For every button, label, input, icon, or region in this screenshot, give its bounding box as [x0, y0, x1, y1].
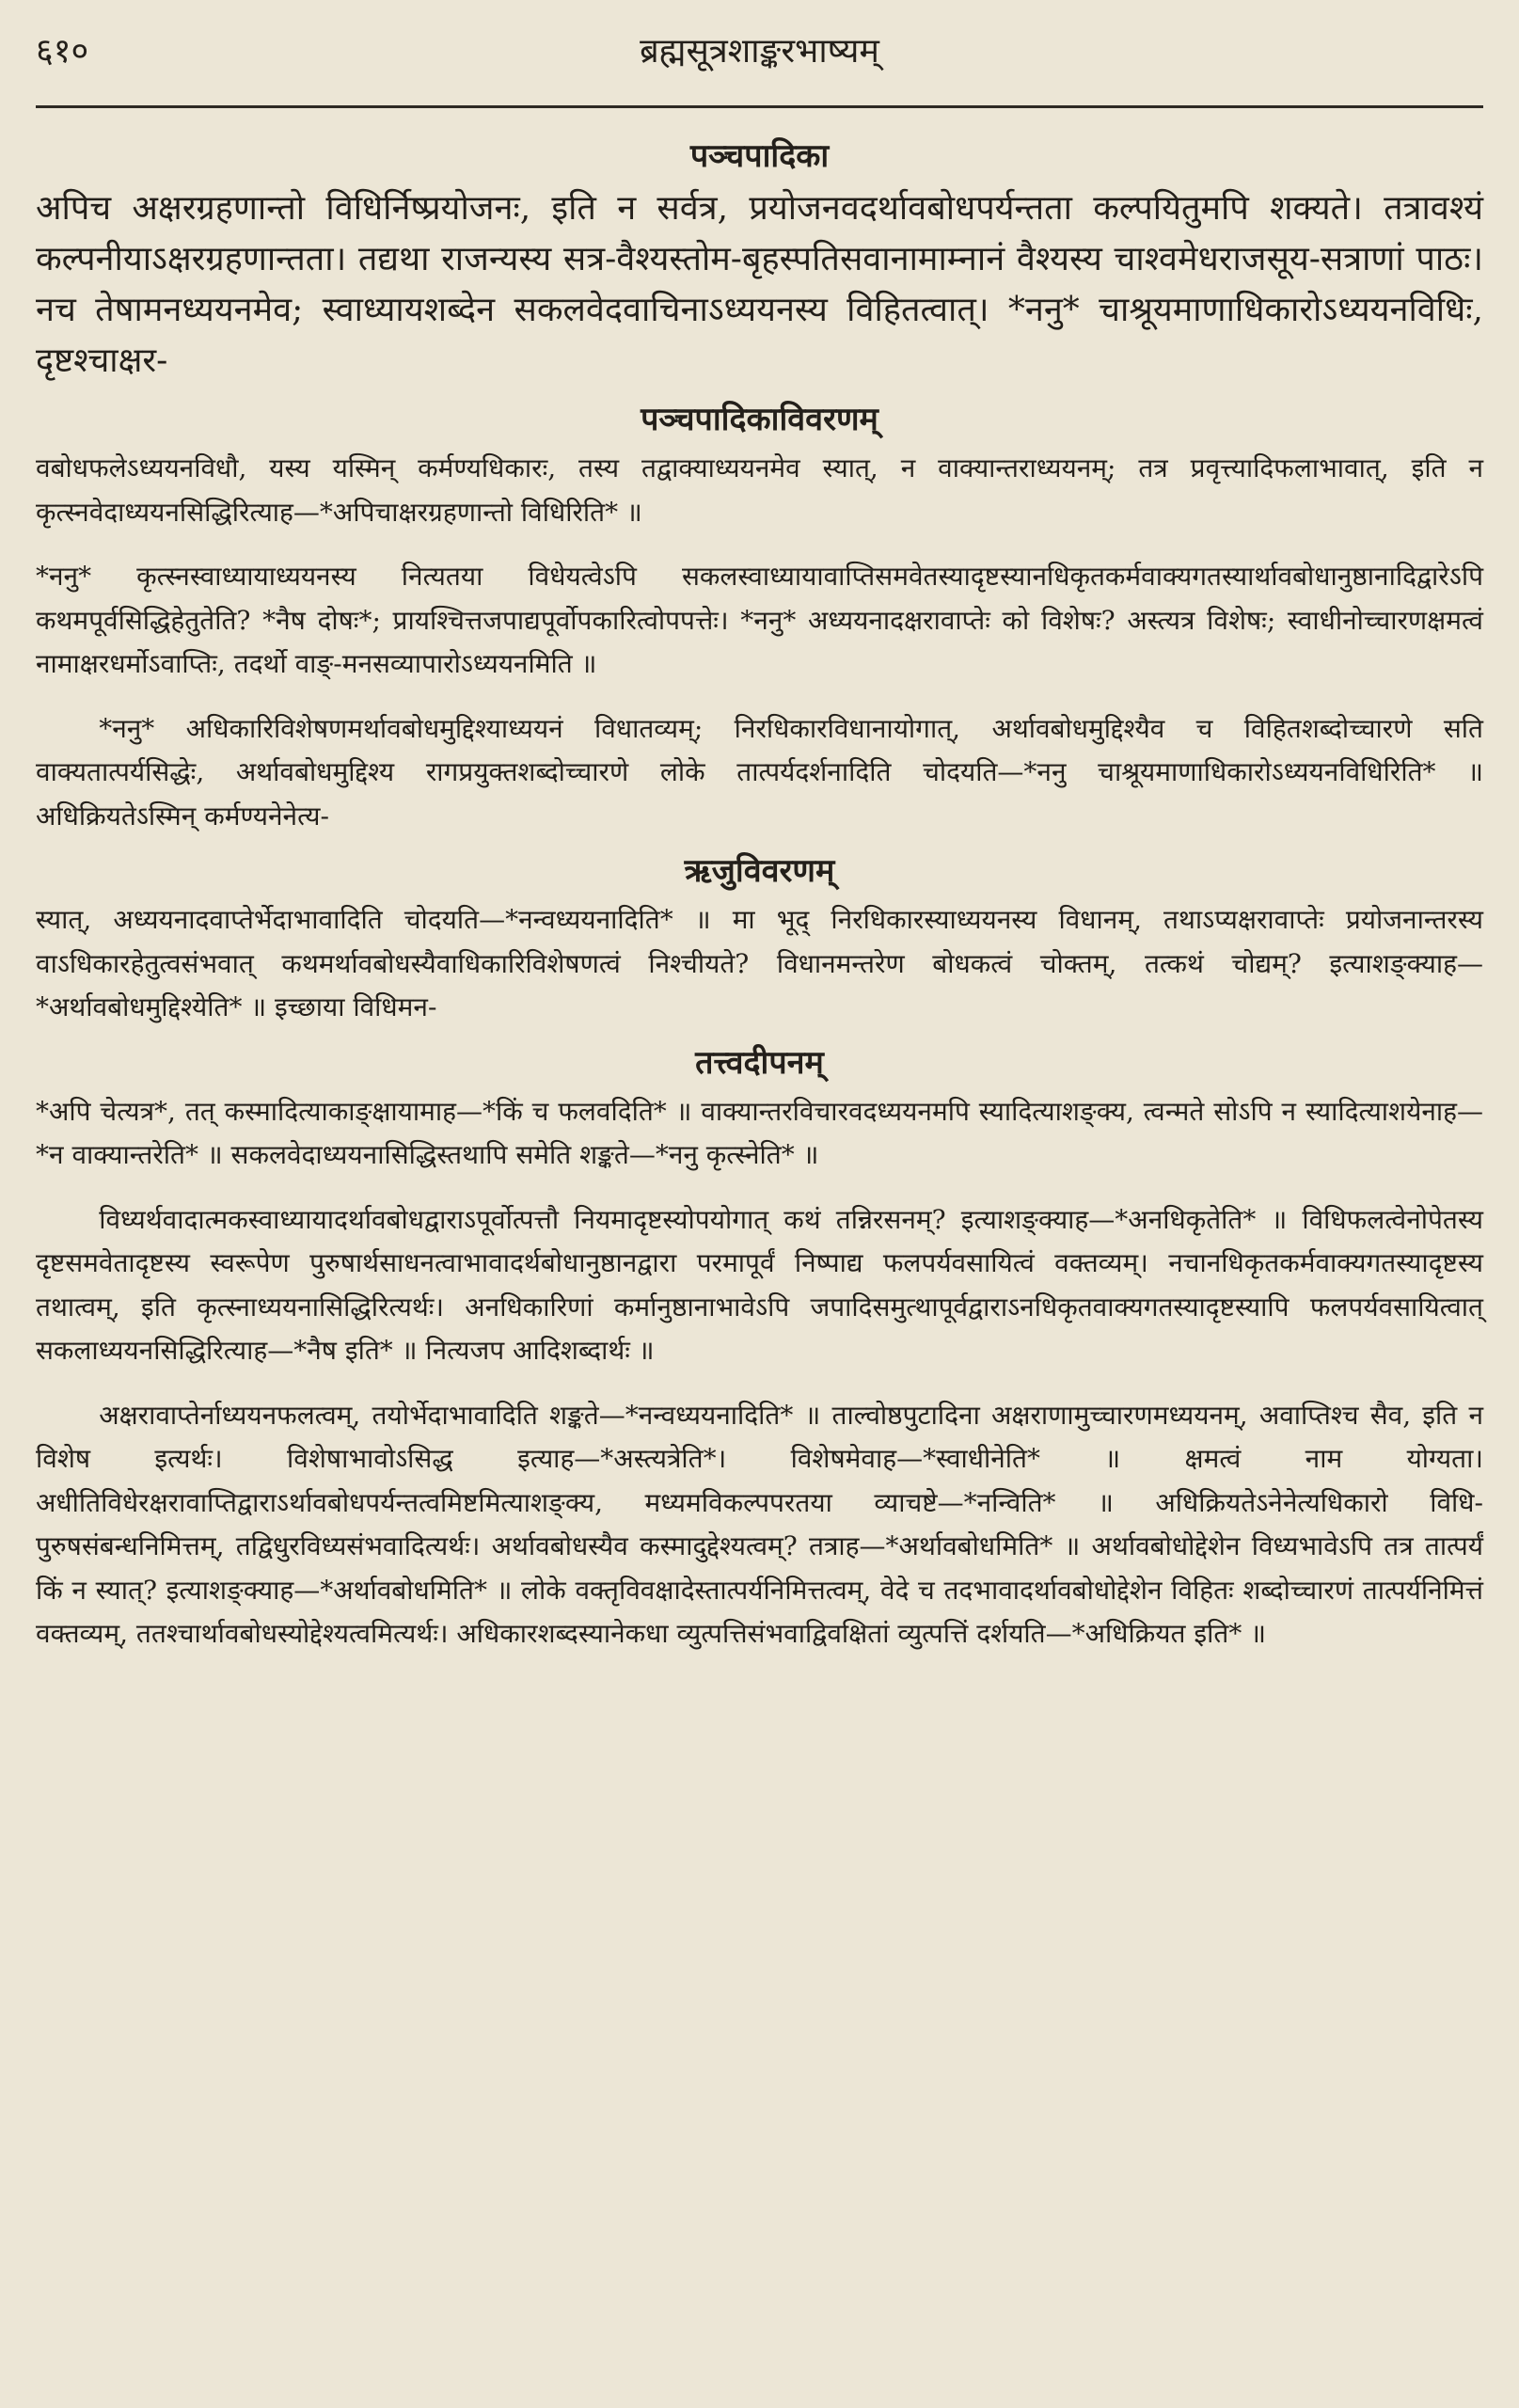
- panchapadika-text: [36, 183, 1483, 387]
- tattvadipanam-paragraph: अक्षरावाप्तेर्नाध्ययनफलत्वम्, तयोर्भेदाभावादिति शङ्कते—*नन्वध्ययनादिति* ॥ ताल्वोष्ठपुटादिना अक्षराणामुच्चारणमध्ययनम्, अवाप्तिश्च सैव, इति न विशेष इत्यर्थः। विशेषाभावोऽसिद्ध इत्याह—*अस्त्यत्रेति*। विशेषमेवाह—*स्वाधीनेति* ॥ क्षमत्वं नाम योग्यता। अधीतिविधेरक्षरावाप्तिद्वाराऽर्थावबोधपर्यन्तत्वमिष्टमित्याशङ्क्य, मध्यमविकल्पपरतया व्याचष्टे—*नन्विति* ॥ अधिक्रियतेऽनेनेत्यधिकारो विधि-पुरुषसंबन्धनिमित्तम्, तद्विधुरविध्यसंभवादित्यर्थः। अर्थावबोधस्यैव कस्मादुद्देश्यत्वम्? तत्राह—*अर्थावबोधमिति* ॥ अर्थावबोधोद्देशेन विध्यभावेऽपि तत्र तात्पर्यं किं न स्यात्? इत्याशङ्क्याह—*अर्थावबोधमिति* ॥ लोके वक्तृविवक्षादेस्तात्पर्यनिमित्तत्वम्, वेदे च तदभावादर्थावबोधोद्देशेन विहितः शब्दोच्चारणं तात्पर्यनिमित्तं वक्तव्यम्, ततश्चार्थावबोधस्योद्देश्यत्वमित्यर्थः। अधिकारशब्दस्यानेकधा व्युत्पत्तिसंभवाद्विवक्षितां व्युत्पत्तिं दर्शयति—*अधिक्रियत इति* ॥: [36, 1399, 1483, 1649]
- heading-tattvadipanam: तत्त्वदीपनम्: [695, 1043, 824, 1082]
- vivaranam-text: [36, 447, 1483, 838]
- vivaranam-paragraph: *ननु* कृत्स्नस्वाध्यायाध्ययनस्य नित्यतया विधेयत्वेऽपि सकलस्वाध्यायावाप्तिसमवेतस्यादृष्टस्यानधिकृतकर्मवाक्यगतस्यार्थावबोधानुष्ठानादिद्वारेऽपि कथमपूर्वसिद्धिहेतुतेति? *नैष दोषः*; प्रायश्चित्तजपाद्यपूर्वोपकारित्वोपपत्तेः। *ननु* अध्ययनादक्षरावाप्तेः को विशेषः? अस्त्यत्र विशेषः; स्वाधीनोच्चारणक्षमत्वं नामाक्षरधर्मोऽवाप्तिः, तदर्थो वाङ्-मनसव्यापारोऽध्ययनमिति ॥: [36, 561, 1483, 679]
- rjuvivaranam-text: [36, 898, 1483, 1030]
- tattvadipanam-text: [36, 1090, 1483, 1656]
- heading-panchapadika: पञ्चपादिका: [689, 137, 830, 175]
- vivaranam-paragraph: *ननु* अधिकारिविशेषणमर्थावबोधमुद्दिश्याध्ययनं विधातव्यम्; निरधिकारविधानायोगात्, अर्थावबोधमुद्दिश्यैव च विहितशब्दोच्चारणे सति वाक्यतात्पर्यसिद्धेः, अर्थावबोधमुद्दिश्य रागप्रयुक्तशब्दोच्चारणे लोके तात्पर्यदर्शनादिति चोदयति—*ननु चाश्रूयमाणाधिकारोऽध्ययनविधिरिति* ॥ अधिक्रियतेऽस्मिन् कर्मण्यनेनेत्य-: [36, 712, 1483, 832]
- heading-vivaranam: पञ्चपादिकाविवरणम्: [641, 401, 878, 438]
- page-number: ६१०: [36, 32, 89, 71]
- tattvadipanam-paragraph: *अपि चेत्यत्र*, तत् कस्मादित्याकाङ्क्षायामाह—*किं च फलवदिति* ॥ वाक्यान्तरविचारवदध्ययनमपि स्यादित्याशङ्क्य, त्वन्मते सोऽपि न स्यादित्याशयेनाह—*न वाक्यान्तरेति* ॥ सकलवेदाध्ययनासिद्धिस्तथापि समेति शङ्कते—*ननु कृत्स्नेति* ॥: [36, 1095, 1483, 1170]
- panchapadika-paragraph: अपिच अक्षरग्रहणान्तो विधिर्निष्प्रयोजनः, इति न सर्वत्र, प्रयोजनवदर्थावबोधपर्यन्तता कल्पयितुमपि शक्यते। तत्रावश्यं कल्पनीयाऽक्षरग्रहणान्तता। तद्यथा राजन्यस्य सत्र-वैश्यस्तोम-बृहस्पतिसवानामाम्नानं वैश्यस्य चाश्वमेधराजसूय-सत्राणां पाठः। नच तेषामनध्ययनमेव; स्वाध्यायशब्देन सकलवेदवाचिनाऽध्ययनस्य विहितत्वात्। *ननु* चाश्रूयमाणाधिकारोऽध्ययनविधिः, दृष्टश्चाक्षर-: [36, 189, 1483, 380]
- running-title: ब्रह्मसूत्रशाङ्करभाष्यम्: [640, 32, 879, 71]
- heading-rjuvivaranam: ऋजुविवरणम्: [684, 852, 835, 890]
- running-header: [36, 26, 1483, 85]
- header-rule: [36, 105, 1483, 108]
- rjuvivaranam-paragraph: स्यात्, अध्ययनादवाप्तेर्भेदाभावादिति चोदयति—*नन्वध्ययनादिति* ॥ मा भूद् निरधिकारस्याध्ययनस्य विधानम्, तथाऽप्यक्षरावाप्तेः प्रयोजनान्तरस्य वाऽधिकारहेतुत्वसंभवात् कथमर्थावबोधस्यैवाधिकारिविशेषणत्वं निश्चीयते? विधानमन्तरेण बोधकत्वं चोक्तम्, तत्कथं चोद्यम्? इत्याशङ्क्याह—*अर्थावबोधमुद्दिश्येति* ॥ इच्छाया विधिमन-: [36, 904, 1483, 1022]
- tattvadipanam-paragraph: विध्यर्थवादात्मकस्वाध्यायादर्थावबोधद्वाराऽपूर्वोत्पत्तौ नियमादृष्टस्योपयोगात् कथं तन्निरसनम्? इत्याशङ्क्याह—*अनधिकृतेति* ॥ विधिफलत्वेनोपेतस्य दृष्टसमवेतादृष्टस्य स्वरूपेण पुरुषार्थसाधनत्वाभावादर्थबोधानुष्ठानद्वारा परमापूर्वं निष्पाद्य फलपर्यवसायित्वं वक्तव्यम्। नचानधिकृतकर्मवाक्यगतस्यादृष्टस्य तथात्वम्, इति कृत्स्नाध्ययनासिद्धिरित्यर्थः। अनधिकारिणां कर्मानुष्ठानाभावेऽपि जपादिसमुत्थापूर्वद्वाराऽनधिकृतवाक्यगतस्यादृष्टस्यापि फलपर्यवसायित्वात् सकलाध्ययनसिद्धिरित्याह—*नैष इति* ॥ नित्यजप आदिशब्दार्थः ॥: [36, 1203, 1483, 1366]
- vivaranam-paragraph: वबोधफलेऽध्ययनविधौ, यस्य यस्मिन् कर्मण्यधिकारः, तस्य तद्वाक्याध्ययनमेव स्यात्, न वाक्यान्तराध्ययनम्; तत्र प्रवृत्त्यादिफलाभावात्, इति न कृत्स्नवेदाध्ययनसिद्धिरित्याह—*अपिचाक्षरग्रहणान्तो विधिरिति* ॥: [36, 452, 1483, 528]
